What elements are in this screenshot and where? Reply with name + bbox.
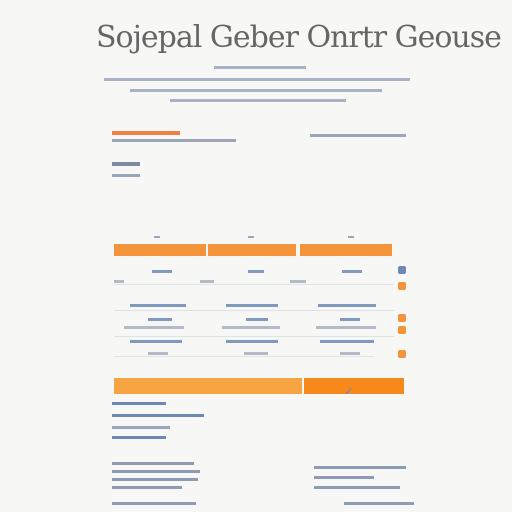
- table-cell: [226, 340, 278, 343]
- table-cell: [148, 318, 172, 321]
- section-subline-right: [310, 134, 406, 137]
- row-marker: [398, 282, 406, 290]
- notes-line: [112, 426, 170, 429]
- text-line: [112, 502, 196, 505]
- notes-line: [112, 402, 166, 405]
- column-marker-2: [248, 236, 254, 238]
- table-cell: [130, 304, 186, 307]
- table-cell: [114, 280, 124, 283]
- table-cell: [130, 340, 182, 343]
- table-header-col-3: [300, 244, 392, 256]
- text-line: [314, 476, 374, 479]
- table-cell: [148, 352, 168, 355]
- text-line: [112, 478, 198, 481]
- table-cell: [316, 326, 376, 329]
- data-table: [114, 244, 410, 376]
- section-heading-orange: [112, 131, 180, 135]
- notes-line: [112, 436, 166, 439]
- text-line: [314, 466, 406, 469]
- section-label: [112, 162, 140, 166]
- table-cell: [340, 318, 360, 321]
- row-marker: [398, 314, 406, 322]
- text-line: [112, 462, 194, 465]
- table-cell: [152, 270, 172, 273]
- text-line: [112, 470, 200, 473]
- table-cell: [342, 270, 362, 273]
- table-row: [114, 276, 394, 294]
- header-meta-line-4: [170, 99, 346, 102]
- column-marker-3: [348, 236, 354, 238]
- table-header-col-1: [114, 244, 206, 256]
- header-meta-line-2: [104, 78, 410, 81]
- row-marker: [398, 326, 406, 334]
- table-footer-total-left: [114, 378, 302, 394]
- page-title: Sojepal Geber Onrtr Geouse: [96, 20, 501, 55]
- table-row: [114, 348, 394, 366]
- row-marker: [398, 350, 406, 358]
- column-marker-1: [154, 236, 160, 238]
- check-icon: ✓: [344, 384, 355, 398]
- table-cell: [226, 304, 278, 307]
- row-marker: [398, 266, 406, 274]
- table-cell: [320, 340, 374, 343]
- text-line: [344, 502, 414, 505]
- notes-line: [112, 414, 204, 417]
- section-sublabel: [112, 174, 140, 177]
- table-cell: [222, 326, 280, 329]
- table-header-col-2: [208, 244, 296, 256]
- section-subline-left: [112, 139, 236, 142]
- table-cell: [200, 280, 214, 283]
- header-meta-line-1: [214, 66, 306, 69]
- table-cell: [340, 352, 360, 355]
- table-gridline: [114, 310, 394, 311]
- table-cell: [318, 304, 376, 307]
- table-cell: [290, 280, 306, 283]
- text-line: [314, 486, 400, 489]
- table-cell: [246, 318, 268, 321]
- text-line: [112, 486, 182, 489]
- table-cell: [244, 352, 268, 355]
- table-cell: [248, 270, 264, 273]
- table-gridline: [114, 356, 374, 357]
- table-cell: [124, 326, 184, 329]
- header-meta-line-3: [130, 89, 382, 92]
